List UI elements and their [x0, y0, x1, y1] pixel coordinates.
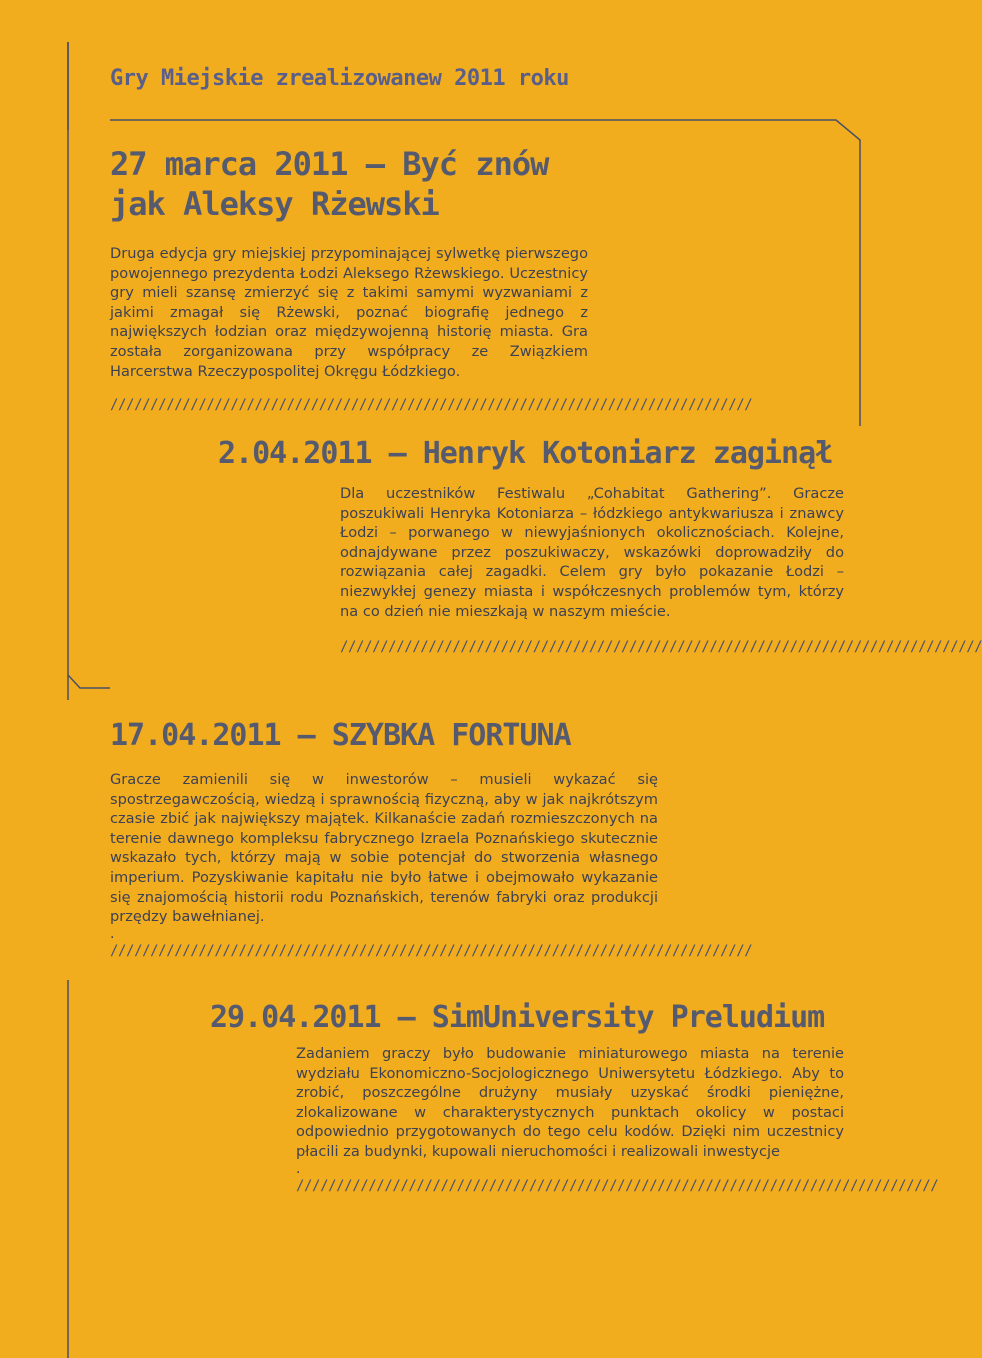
event-title: 29.04.2011 – SimUniversity Preludium [210, 1000, 825, 1035]
page-title: Gry Miejskie zrealizowanew 2011 roku [110, 66, 569, 91]
event-body: Gracze zamienili się w inwestorów – musieli wykazać się spostrzegawczością, wiedzą i sprawnością fizyczną, aby w jak najkrótszym czasie zbić jak największy majątek. Kilkanaście zadań rozmieszczonych na terenie dawnego kompleksu fabrycznego Izraela Poznańskiego skutecznie wskazało tych, którzy mają w sobie potencjał do stworzenia własnego imperium. Pozyskiwanie kapitału nie było łatwe i obejmowało wykazanie się znajomością historii rodu Poznańskich, terenów fabryki oraz produkcji przędzy bawełnianej. [110, 771, 658, 926]
event-kotoniarz [218, 436, 982, 656]
trailing-dot: . [110, 925, 115, 942]
slash-divider: //////////////////////////////////////////////////////////////////////////////// [110, 942, 753, 959]
slash-divider: //////////////////////////////////////////////////////////////////////////////// [296, 1177, 939, 1194]
slash-divider: //////////////////////////////////////////////////////////////////////////////// [340, 639, 982, 656]
event-body: Druga edycja gry miejskiej przypominającej sylwetkę pierwszego powojennego prezydenta Łodzi Aleksego Rżewskiego. Uczestnicy gry mieli szansę zmierzyć się z takimi samymi wyzwaniami z jakimi zmagał się Rżewski, poznać biografię jednego z największych łodzian oraz międzywojenną historię miasta. Gra została zorganizowana przy współpracy ze Związkiem Harcerstwa Rzeczypospolitej Okręgu Łódzkiego. [110, 245, 588, 380]
event-rzewski [110, 144, 753, 414]
event-title: 17.04.2011 – SZYBKA FORTUNA [110, 718, 571, 753]
slash-divider: //////////////////////////////////////////////////////////////////////////////// [110, 397, 753, 414]
trailing-dot: . [296, 1160, 301, 1177]
event-title: 2.04.2011 – Henryk Kotoniarz zaginął [218, 436, 833, 471]
event-body: Dla uczestników Festiwalu „Cohabitat Gathering”. Gracze poszukiwali Henryka Kotoniarza – łódzkiego antykwariusza i znawcy Łodzi – porwanego w niewyjaśnionych okolicznościach. Kolejne, odnajdywane przez poszukiwaczy, wskazówki doprowadziły do rozwiązania całej zagadki. Celem gry było pokazanie Łodzi –niezwykłej genezy miasta i współczesnych problemów tym, którzy na co dzień nie mieszkają w naszym mieście. [340, 485, 844, 620]
event-body: Zadaniem graczy było budowanie miniaturowego miasta na terenie wydziału Ekonomiczno-Socjologicznego Uniwersytetu Łódzkiego. Aby to zrobić, poszczególne drużyny musiały uzyskać środki pieniężne, zlokalizowane w charakterystycznych punktach okolicy w postaci odpowiednio przygotowanych do tego celu kodów. Dzięki nim uczestnicy płacili za budynki, kupowali nieruchomości i realizowali inwestycje [296, 1045, 844, 1160]
event-title: 27 marca 2011 – Być znów jak Aleksy Rżewski [110, 145, 549, 223]
event-simuniversity [210, 998, 939, 1194]
event-szybka-fortuna [110, 716, 753, 959]
